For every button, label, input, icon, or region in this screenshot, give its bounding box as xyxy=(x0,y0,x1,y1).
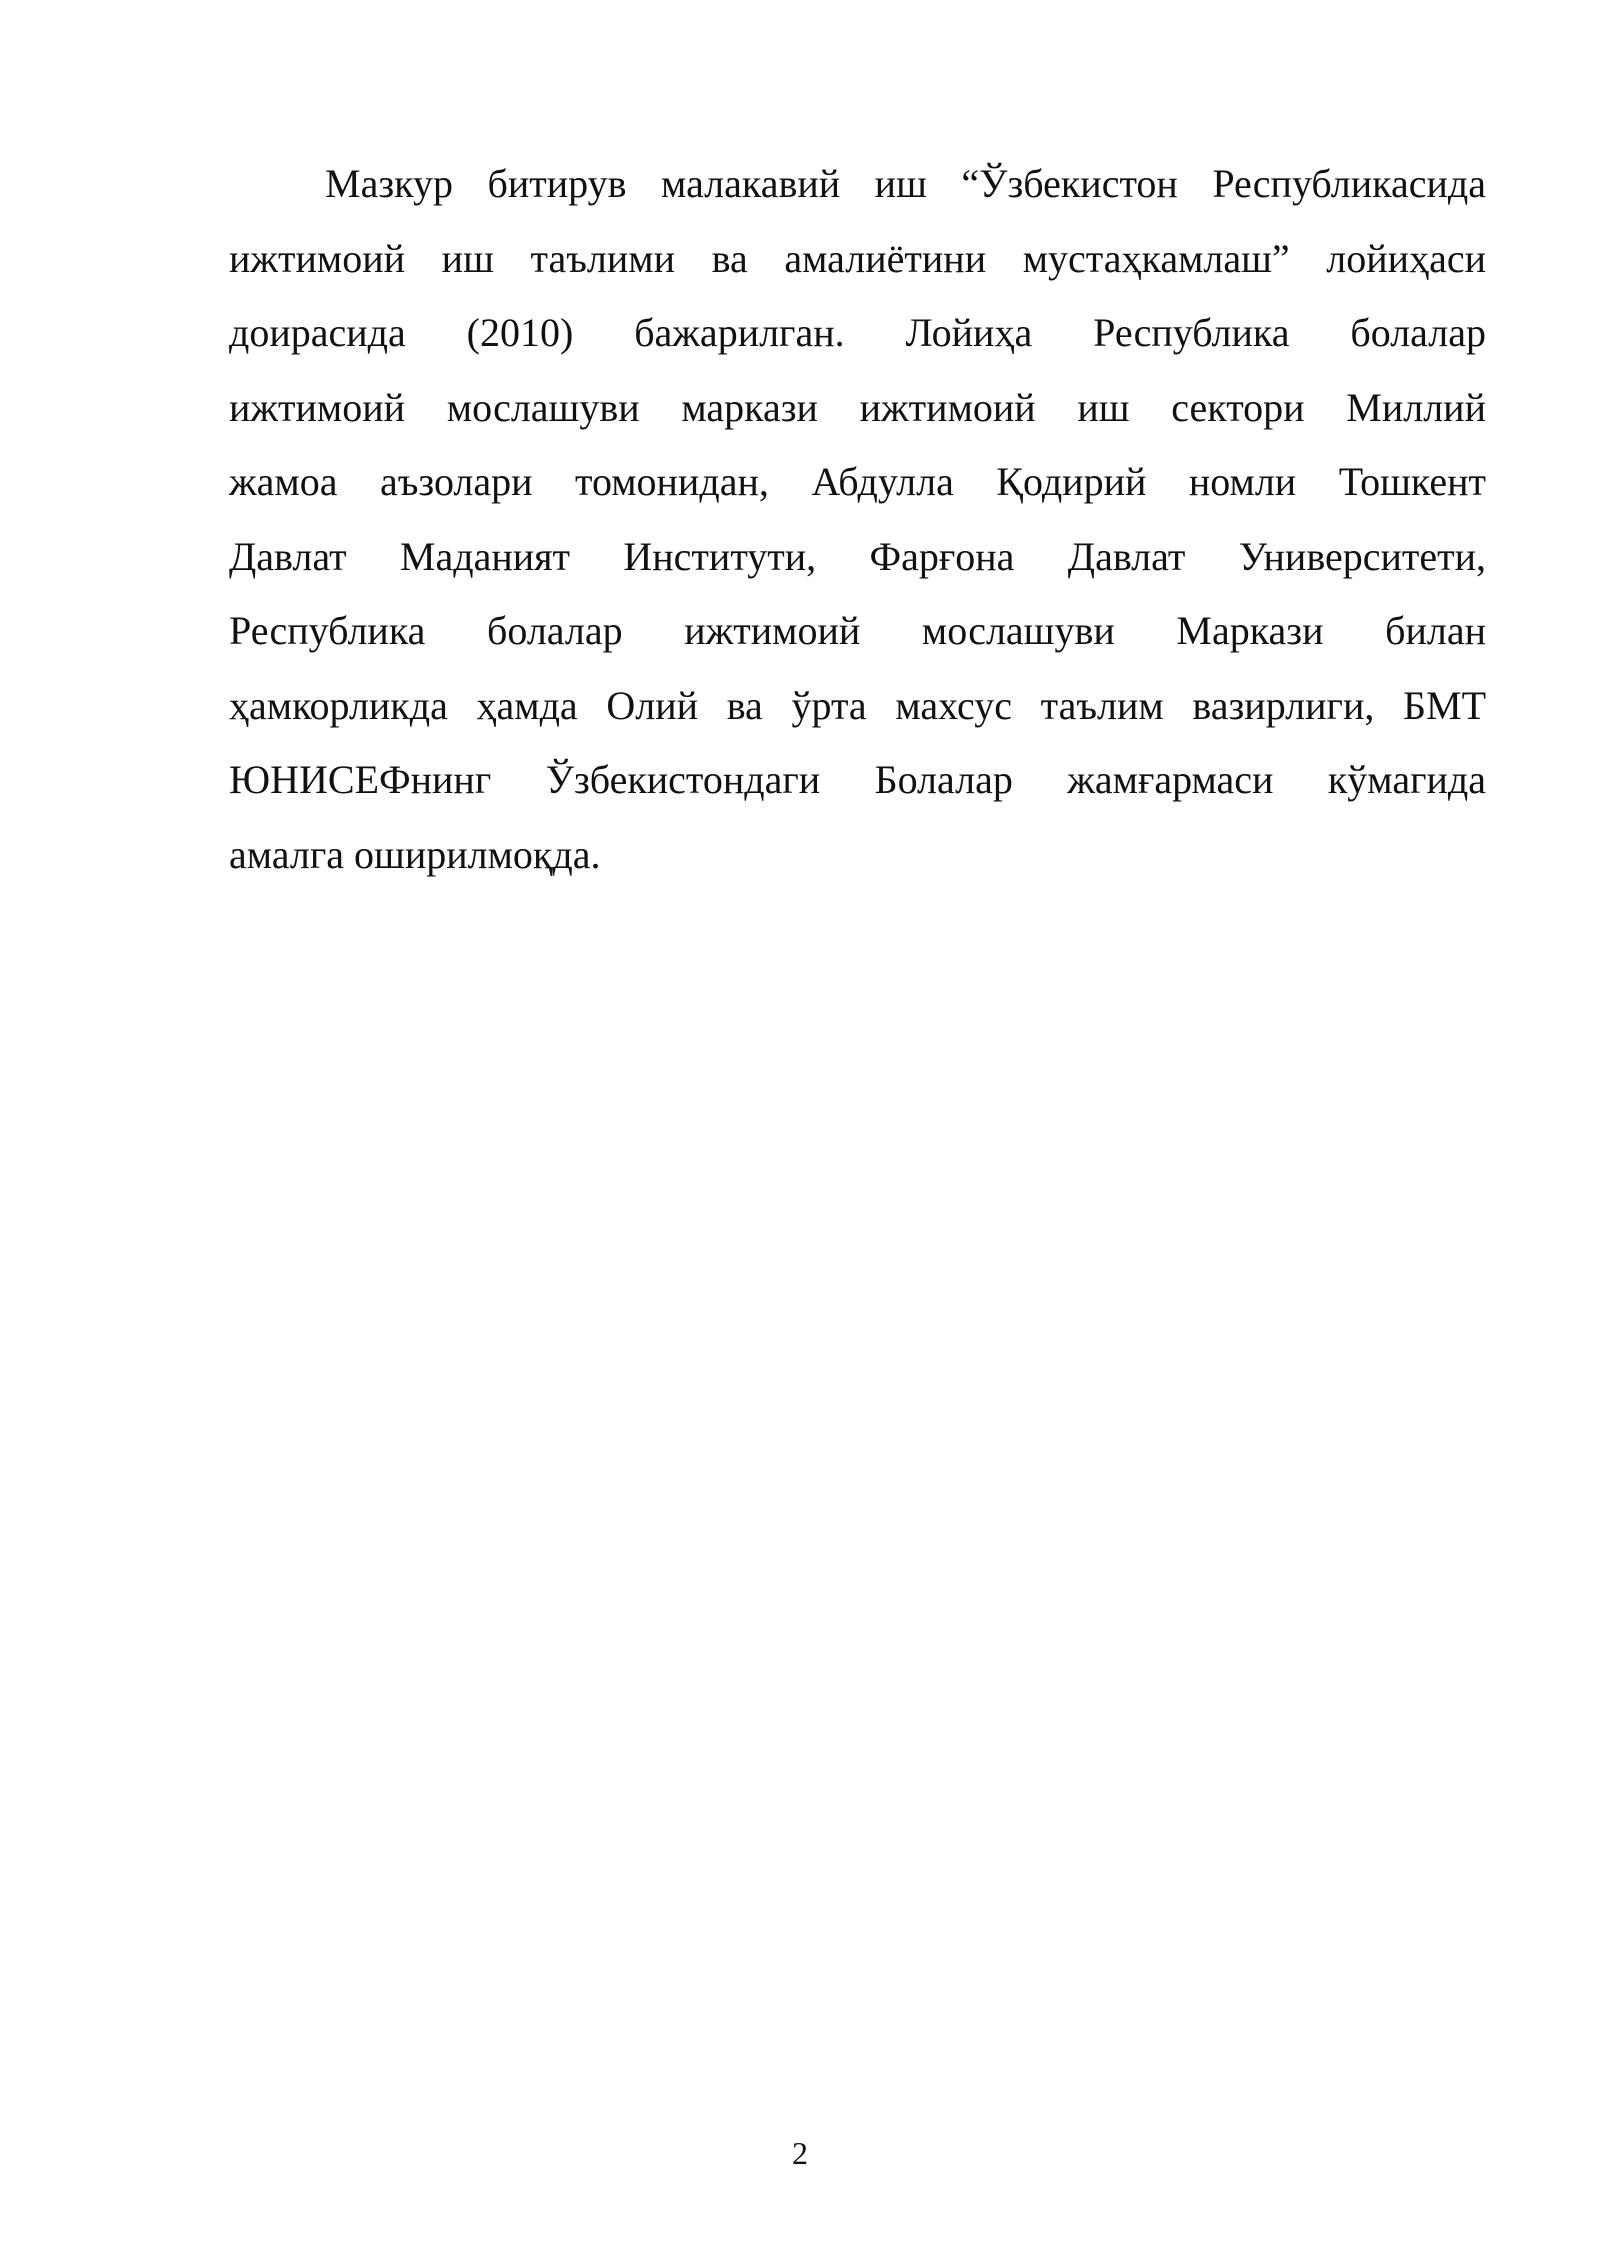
paragraph-line: ижтимоий иш таълими ва амалиётини мустаҳкамлаш” лойиҳаси xyxy=(229,235,1486,281)
paragraph-line: жамоа аъзолари томонидан, Абдулла Қодирий номли Тошкент xyxy=(229,459,1486,504)
paragraph-line: Республика болалар ижтимоий мослашуви Маркази билан xyxy=(229,608,1486,653)
page-number: 2 xyxy=(792,2135,808,2171)
paragraph-line: Мазкур битирув малакавий иш “Ўзбекистон Республикасида xyxy=(325,161,1486,206)
paragraph-line: ҳамкорликда ҳамда Олий ва ўрта махсус таълим вазирлиги, БМТ xyxy=(229,682,1486,728)
paragraph-line: доирасида (2010) бажарилган. Лойиҳа Республика болалар xyxy=(229,310,1486,355)
paragraph-line: ЮНИСЕФнинг Ўзбекистондаги Болалар жамғармаси кўмагида xyxy=(229,757,1486,802)
body-paragraph xyxy=(229,147,1486,892)
paragraph-line: амалга оширилмоқда. xyxy=(229,831,601,877)
paragraph-line: ижтимоий мослашуви маркази ижтимоий иш сектори Миллий xyxy=(229,384,1486,430)
paragraph-line: Давлат Маданият Институти, Фарғона Давлат Университети, xyxy=(229,533,1486,579)
